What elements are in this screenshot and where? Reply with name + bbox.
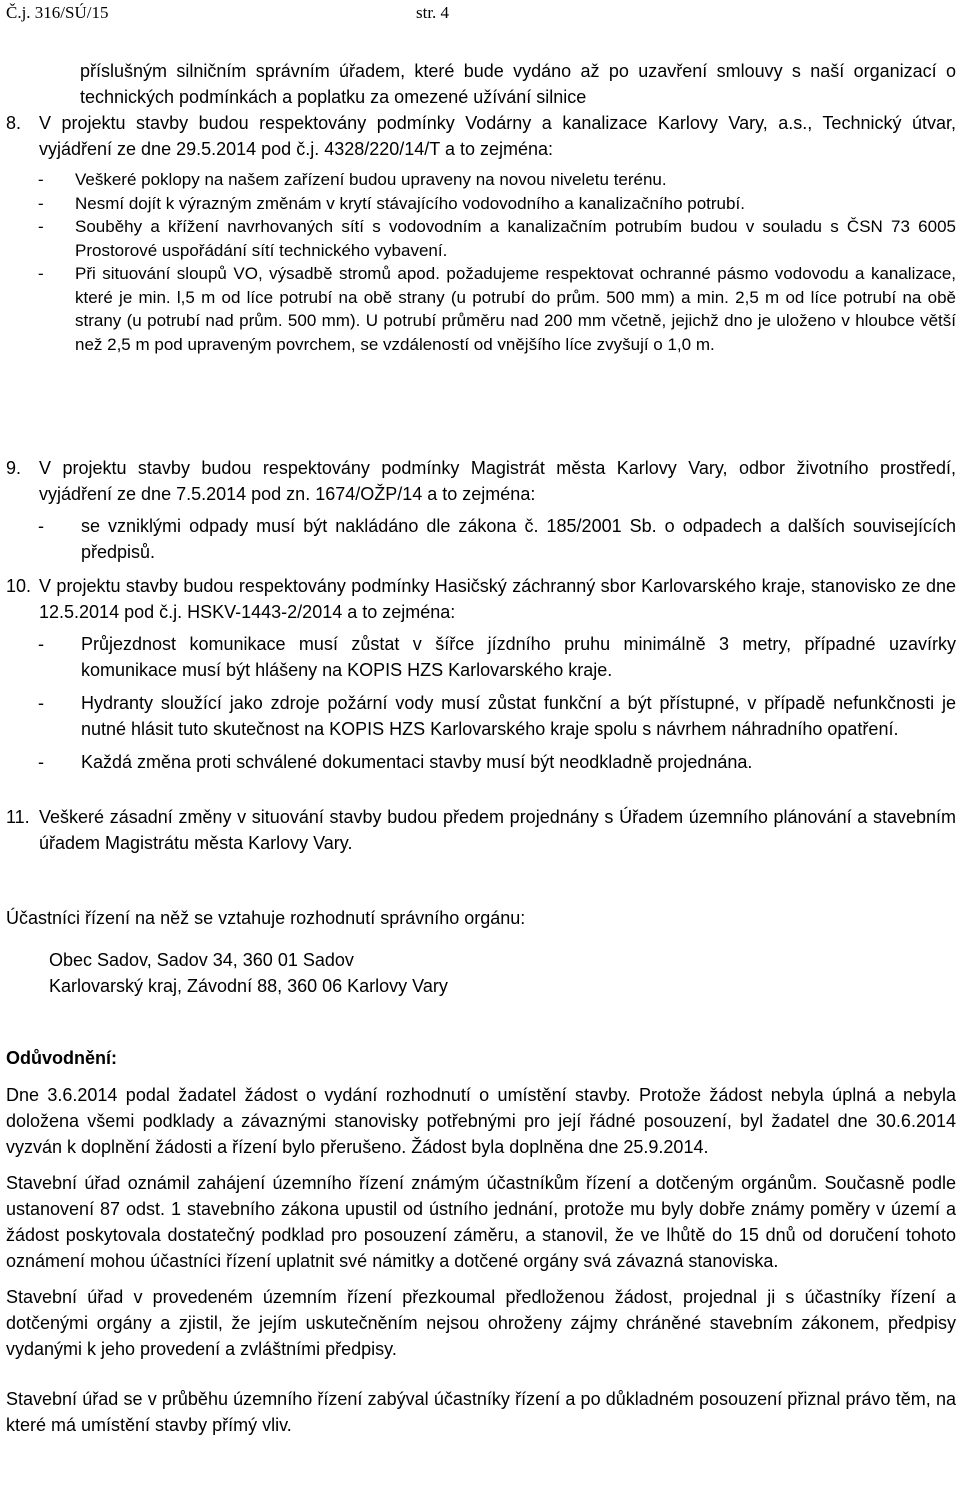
participant-line: Karlovarský kraj, Závodní 88, 360 06 Karlovy Vary xyxy=(49,976,448,996)
item-number: 8. xyxy=(6,113,22,133)
reasoning-paragraph: Dne 3.6.2014 podal žadatel žádost o vydání rozhodnutí o umístění stavby. Protože žádost nebyla úplná a nebyla doložena všemi podklady a závaznými stanovisky potřebnými pro její řádné posouzení, byl žadatel dne 30.6.2014 vyzván k doplnění žádosti a řízení bylo přerušeno. Žádost byla doplněna dne 25.9.2014. xyxy=(6,1085,956,1157)
bullet-item: - Při situování sloupů VO, výsadbě stromů apod. požadujeme respektovat ochranné pásmo vodovodu a kanalizace, které je min. l,5 m od líce potrubí na obě strany (u potrubí do prům. 500 mm) a min. 2,5 m od líce potrubí na obě strany (u potrubí nad prům. 500 mm). U potrubí průměru nad 200 mm včetně, jejichž dno je uloženo v hloubce větší než 2,5 m pod upraveným povrchem, se vzdáleností od vnějšího líce zvyšují o 1,0 m. xyxy=(38,264,956,354)
page-number: str. 4 xyxy=(416,3,450,22)
participants-heading: Účastníci řízení na něž se vztahuje rozhodnutí správního orgánu: xyxy=(6,908,526,928)
dash-marker: - xyxy=(38,516,44,536)
reasoning-paragraph: Stavební úřad v provedeném územním řízení přezkoumal předloženou žádost, projednal ji s účastníky řízení a dotčenými orgány a zjistil, že jejím uskutečněním nejsou ohroženy zájmy chráněné stavebním zákonem, předpisy vydanými k jeho provedení a zvláštními předpisy. xyxy=(6,1287,956,1359)
item-number: 10. xyxy=(6,576,32,596)
reasoning-paragraph: Stavební úřad oznámil zahájení územního řízení známým účastníkům řízení a dotčeným orgánům. Současně podle ustanovení 87 odst. 1 stavebního zákona upustil od ústního jednání, protože mu byly dobře známy poměry v území a žádost poskytovala dostatečný podklad pro posouzení záměru, a stanovil, že ve lhůtě do 15 dnů od doručení tohoto oznámení mohou účastníci řízení uplatnit své námitky a dotčené orgány svá závazná stanoviska. xyxy=(6,1173,956,1271)
dash-marker: - xyxy=(38,217,44,236)
condition-item-9-bullets xyxy=(38,513,956,565)
dash-marker: - xyxy=(38,693,44,713)
condition-item-10 xyxy=(6,573,956,625)
document-reference: Č.j. 316/SÚ/15 xyxy=(6,3,109,22)
condition-item-11 xyxy=(6,804,956,856)
dash-marker: - xyxy=(38,264,44,283)
condition-item-8 xyxy=(6,110,956,162)
item-number: 9. xyxy=(6,458,22,478)
bullet-item: - Průjezdnost komunikace musí zůstat v šířce jízdního pruhu minimálně 3 metry, případné uzavírky komunikace musí být hlášeny na KOPIS HZS Karlovarského kraje. xyxy=(38,631,956,683)
intro-continuation: příslušným silničním správním úřadem, které bude vydáno až po uzavření smlouvy s naší organizací o technických podmínkách a poplatku za omezené užívání silnice xyxy=(80,61,956,107)
reasoning-heading: Odůvodnění: xyxy=(6,1048,117,1068)
reasoning-paragraph: Stavební úřad se v průběhu územního řízení zabýval účastníky řízení a po důkladném posouzení přiznal právo těm, na které má umístění stavby přímý vliv. xyxy=(6,1389,956,1435)
bullet-item: - Souběhy a křížení navrhovaných sítí s vodovodním a kanalizačním potrubím budou v souladu s ČSN 73 6005 Prostorové uspořádání sítí technického vybavení. xyxy=(38,217,956,260)
dash-marker: - xyxy=(38,170,44,189)
bullet-item: - se vzniklými odpady musí být nakládáno dle zákona č. 185/2001 Sb. o odpadech a dalších souvisejících předpisů. xyxy=(38,513,956,565)
condition-item-9 xyxy=(6,455,956,507)
reasoning-section xyxy=(6,1045,956,1438)
bullet-item: - Nesmí dojít k výrazným změnám v krytí stávajícího vodovodního a kanalizačního potrubí. xyxy=(38,192,956,216)
bullet-item: - Hydranty sloužící jako zdroje požární vody musí zůstat funkční a být přístupné, v případě nefunkčnosti je nutné hlásit tuto skutečnost na KOPIS HZS Karlovarského kraje spolu s návrhem náhradního opatření. xyxy=(38,690,956,742)
dash-marker: - xyxy=(38,752,44,772)
condition-item-10-bullets xyxy=(38,631,956,775)
participant-line: Obec Sadov, Sadov 34, 360 01 Sadov xyxy=(49,950,354,970)
dash-marker: - xyxy=(38,634,44,654)
item-text: V projektu stavby budou respektovány podmínky Vodárny a kanalizace Karlovy Vary, a.s., Technický útvar, vyjádření ze dne 29.5.2014 pod č.j. 4328/220/14/T a to zejména: xyxy=(39,113,956,159)
condition-item-8-bullets xyxy=(38,168,956,356)
bullet-item: - Každá změna proti schválené dokumentaci stavby musí být neodkladně projednána. xyxy=(38,749,956,775)
item-text: Veškeré zásadní změny v situování stavby budou předem projednány s Úřadem územního plánování a stavebním úřadem Magistrátu města Karlovy Vary. xyxy=(39,807,956,853)
participants-section xyxy=(6,905,956,999)
item-text: V projektu stavby budou respektovány podmínky Hasičský záchranný sbor Karlovarského kraje, stanovisko ze dne 12.5.2014 pod č.j. HSKV-1443-2/2014 a to zejména: xyxy=(39,576,956,622)
bullet-item: - Veškeré poklopy na našem zařízení budou upraveny na novou niveletu terénu. xyxy=(38,168,956,192)
item-number: 11. xyxy=(6,807,30,827)
dash-marker: - xyxy=(38,193,44,213)
item-text: V projektu stavby budou respektovány podmínky Magistrát města Karlovy Vary, odbor životního prostředí, vyjádření ze dne 7.5.2014 pod zn. 1674/OŽP/14 a to zejména: xyxy=(39,458,956,504)
